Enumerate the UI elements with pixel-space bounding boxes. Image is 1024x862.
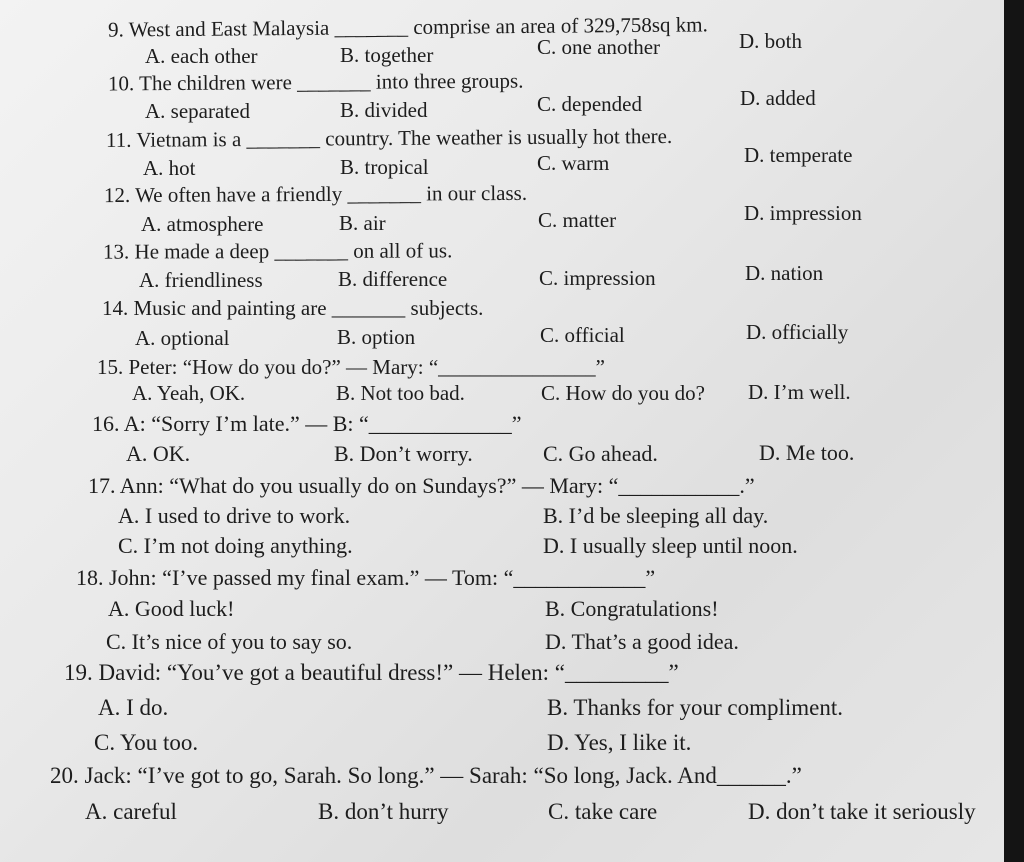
question-9-option-c: C. one another bbox=[537, 35, 661, 59]
question-10-option-a: A. separated bbox=[145, 99, 250, 123]
question-14-option-c: C. official bbox=[540, 323, 625, 347]
question-9-option-d: D. both bbox=[739, 29, 802, 53]
question-12-option-c: C. matter bbox=[538, 208, 617, 232]
question-19-option-b: B. Thanks for your compliment. bbox=[547, 695, 843, 720]
question-9-option-b: B. together bbox=[340, 43, 434, 67]
question-11-option-b: B. tropical bbox=[340, 155, 429, 179]
question-16-option-a: A. OK. bbox=[126, 441, 191, 466]
question-17-option-b: B. I’d be sleeping all day. bbox=[543, 503, 769, 528]
question-10-stem: 10. The children were _______ into three groups. bbox=[107, 68, 524, 96]
question-20-option-d: D. don’t take it seriously bbox=[748, 799, 976, 824]
question-18-option-d: D. That’s a good idea. bbox=[545, 629, 739, 654]
question-16-option-d: D. Me too. bbox=[759, 440, 855, 465]
question-18-option-a: A. Good luck! bbox=[108, 596, 235, 621]
question-18-option-c: C. It’s nice of you to say so. bbox=[106, 629, 353, 654]
question-13-option-b: B. difference bbox=[338, 267, 448, 291]
question-9-stem: 9. West and East Malaysia _______ comprise an area of 329,758sq km. bbox=[107, 12, 708, 42]
question-17-option-d: D. I usually sleep until noon. bbox=[543, 533, 798, 558]
question-11-option-a: A. hot bbox=[143, 156, 196, 180]
question-18-stem: 18. John: “I’ve passed my final exam.” — Tom: “____________” bbox=[76, 565, 656, 590]
question-14-option-b: B. option bbox=[337, 325, 416, 349]
question-16-option-b: B. Don’t worry. bbox=[334, 441, 473, 466]
page-edge-shadow bbox=[1004, 0, 1024, 862]
question-17-stem: 17. Ann: “What do you usually do on Sundays?” — Mary: “___________.” bbox=[88, 473, 755, 498]
question-20-option-a: A. careful bbox=[85, 799, 177, 824]
question-19-stem: 19. David: “You’ve got a beautiful dress!” — Helen: “_________” bbox=[64, 660, 679, 685]
question-14-stem: 14. Music and painting are _______ subjects. bbox=[102, 296, 484, 320]
question-11-option-d: D. temperate bbox=[744, 143, 853, 167]
question-15-option-a: A. Yeah, OK. bbox=[132, 381, 246, 405]
question-16-stem: 16. A: “Sorry I’m late.” — B: “_____________” bbox=[92, 411, 522, 436]
question-15-stem: 15. Peter: “How do you do?” — Mary: “_______________” bbox=[97, 355, 605, 379]
question-9-option-a: A. each other bbox=[145, 44, 258, 68]
question-10-option-b: B. divided bbox=[340, 98, 428, 122]
question-12-option-a: A. atmosphere bbox=[141, 212, 264, 236]
question-13-option-a: A. friendliness bbox=[139, 268, 263, 292]
question-19-option-d: D. Yes, I like it. bbox=[547, 730, 692, 755]
question-12-option-d: D. impression bbox=[744, 201, 862, 225]
question-14-option-d: D. officially bbox=[746, 320, 849, 344]
question-12-stem: 12. We often have a friendly _______ in our class. bbox=[103, 180, 528, 208]
question-14-option-a: A. optional bbox=[135, 326, 230, 350]
question-13-option-d: D. nation bbox=[745, 261, 824, 285]
question-15-option-b: B. Not too bad. bbox=[336, 381, 465, 405]
question-19-option-c: C. You too. bbox=[94, 730, 199, 755]
question-16-option-c: C. Go ahead. bbox=[543, 441, 658, 466]
question-20-option-b: B. don’t hurry bbox=[318, 799, 449, 824]
question-13-stem: 13. He made a deep _______ on all of us. bbox=[102, 238, 453, 264]
question-15-option-d: D. I’m well. bbox=[748, 380, 851, 404]
question-10-option-d: D. added bbox=[740, 86, 816, 110]
question-10-option-c: C. depended bbox=[537, 92, 642, 116]
question-12-option-b: B. air bbox=[339, 211, 386, 235]
question-17-option-a: A. I used to drive to work. bbox=[118, 503, 351, 528]
question-13-option-c: C. impression bbox=[539, 266, 656, 290]
question-20-option-c: C. take care bbox=[548, 799, 658, 824]
question-18-option-b: B. Congratulations! bbox=[545, 596, 719, 621]
question-20-stem: 20. Jack: “I’ve got to go, Sarah. So long.” — Sarah: “So long, Jack. And______.” bbox=[50, 763, 802, 788]
question-11-option-c: C. warm bbox=[537, 151, 610, 175]
question-19-option-a: A. I do. bbox=[98, 695, 169, 720]
question-15-option-c: C. How do you do? bbox=[541, 381, 705, 405]
question-11-stem: 11. Vietnam is a _______ country. The weather is usually hot there. bbox=[105, 124, 673, 152]
question-17-option-c: C. I’m not doing anything. bbox=[118, 533, 353, 558]
